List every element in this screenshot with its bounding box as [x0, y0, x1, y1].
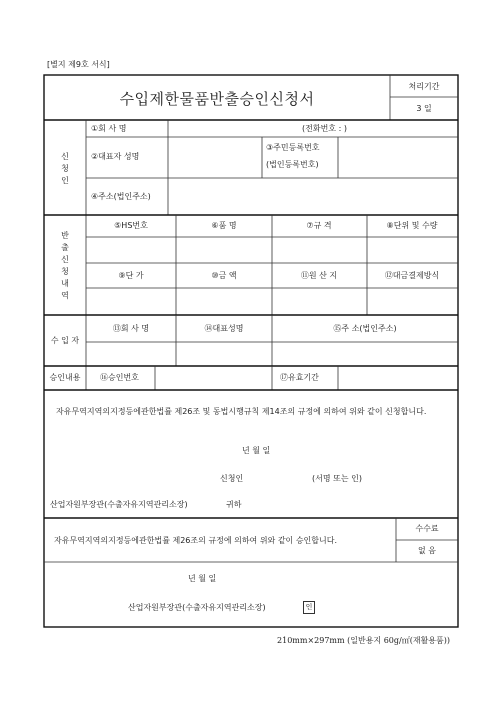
corporate-number-label: (법인등록번호): [266, 160, 319, 169]
fee-label: 수수료: [415, 524, 439, 533]
amount-label: ⑩금 액: [211, 271, 237, 280]
valid-period-label: ⑰유효기간: [280, 373, 319, 382]
address-label: ④주소(법인주소): [91, 192, 151, 201]
company-name-label: ①회 사 명: [91, 124, 127, 133]
unit-qty-label: ⑧단위 및 수량: [386, 221, 438, 230]
seal-box: 인: [303, 601, 315, 614]
applicant-section-label: 신청인: [61, 152, 69, 185]
resident-number-label: ③주민등록번호: [266, 143, 320, 152]
applicant-sign-label: 신청인: [220, 474, 244, 483]
approval-section-label: 승인내용: [49, 373, 81, 382]
importer-address-label: ⑮주 소(법인주소): [333, 324, 397, 333]
export-section-label: 반출신청내역: [61, 231, 69, 300]
form-number: [별지 제9호 서식]: [47, 60, 110, 69]
fee-value: 없 음: [418, 546, 436, 555]
gwiha: 귀하: [226, 500, 242, 509]
importer-section-label: 수 입 자: [50, 336, 80, 345]
paper-spec-footer: 210mm×297mm (일반용지 60g/㎡(재활용품)): [277, 636, 450, 645]
payment-method-label: ⑫대금결제방식: [384, 271, 440, 280]
signature-note: (서명 또는 인): [312, 474, 362, 483]
approval-date: 년 월 일: [188, 574, 217, 583]
origin-label: ⑪원 산 지: [300, 271, 338, 280]
processing-label: 처리기간: [408, 82, 440, 91]
approval-statement: 자유무역지역의지정등에관한법률 제26조의 규정에 의하여 위와 같이 승인합니다.: [54, 536, 338, 545]
approval-number-label: ⑯승인번호: [100, 373, 139, 382]
form-title: 수입제한물품반출승인신청서: [119, 90, 315, 108]
spec-label: ⑦규 격: [306, 221, 332, 230]
approval-authority: 산업자원부장관(수출자유지역관리소장): [128, 603, 266, 612]
hs-number-label: ⑤HS번호: [114, 221, 148, 230]
application-statement: 자유무역지역의지정등에관한법률 제26조 및 동법시행규칙 제14조의 규정에 의하여 위와 같이 신청합니다.: [56, 407, 427, 416]
item-name-label: ⑥품 명: [211, 221, 237, 230]
addressee: 산업자원부장관(수출자유지역관리소장): [50, 500, 188, 509]
application-date: 년 월 일: [242, 446, 271, 455]
representative-label: ②대표자 성명: [91, 152, 140, 161]
importer-rep-label: ⑭대표성명: [204, 324, 244, 333]
phone-label: (전화번호 : ): [302, 124, 347, 133]
importer-company-label: ⑬회 사 명: [112, 324, 150, 333]
processing-value: 3 일: [416, 104, 432, 113]
unit-price-label: ⑨단 가: [118, 271, 144, 280]
